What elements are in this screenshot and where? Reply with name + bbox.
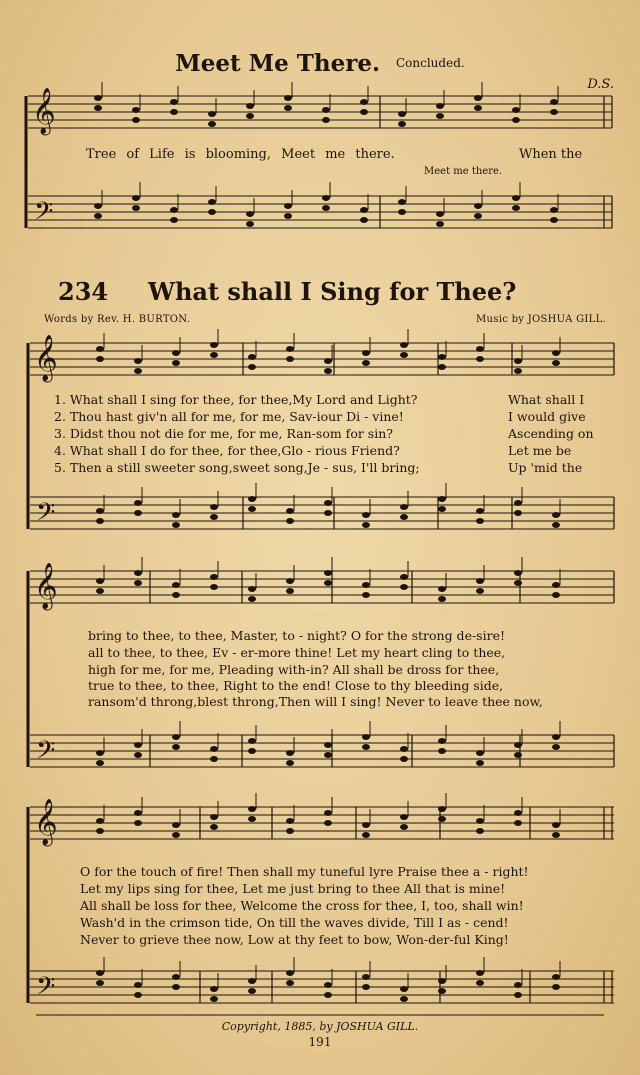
- note-head: [248, 354, 256, 360]
- note-head: [208, 209, 216, 215]
- note-head: [400, 584, 408, 590]
- note-head: [96, 828, 104, 834]
- note-head: [362, 582, 370, 588]
- note-head: [246, 103, 254, 109]
- note-head: [96, 970, 104, 976]
- note-head: [360, 207, 368, 213]
- note-head: [476, 828, 484, 834]
- note-head: [134, 810, 142, 816]
- note-head: [208, 111, 216, 117]
- note-head: [476, 980, 484, 986]
- copyright-notice: Copyright, 1885, by JOSHUA GILL.: [221, 1020, 419, 1033]
- note-head: [362, 822, 370, 828]
- note-head: [474, 203, 482, 209]
- note-head: [398, 121, 406, 127]
- note-head: [324, 510, 332, 516]
- note-head: [400, 824, 408, 830]
- note-head: [438, 596, 446, 602]
- note-head: [134, 500, 142, 506]
- note-head: [210, 986, 218, 992]
- note-head: [474, 105, 482, 111]
- verse-line: 2. Thou hast giv'n all for me, for me, Sav-iour Di - vine!: [54, 409, 404, 424]
- note-head: [436, 221, 444, 227]
- note-head: [550, 207, 558, 213]
- note-head: [96, 980, 104, 986]
- note-head: [286, 980, 294, 986]
- verse-line: Let my lips sing for thee, Let me just bring to thee All that is mine!: [80, 881, 506, 896]
- note-head: [210, 342, 218, 348]
- note-head: [248, 596, 256, 602]
- treble-clef: 𝄞: [34, 799, 58, 845]
- note-head: [476, 588, 484, 594]
- note-head: [134, 820, 142, 826]
- treble-clef: 𝄞: [32, 88, 56, 134]
- note-head: [286, 356, 294, 362]
- note-head: [552, 974, 560, 980]
- note-head: [438, 354, 446, 360]
- note-head: [552, 832, 560, 838]
- note-head: [362, 350, 370, 356]
- note-head: [132, 195, 140, 201]
- note-head: [134, 992, 142, 998]
- page-number: 191: [308, 1035, 332, 1049]
- note-head: [514, 368, 522, 374]
- note-head: [512, 107, 520, 113]
- note-head: [286, 508, 294, 514]
- note-head: [172, 984, 180, 990]
- verse-line: 3. Didst thou not die for me, for me, Ran-som for sin?: [54, 426, 393, 441]
- note-head: [322, 205, 330, 211]
- note-head: [400, 986, 408, 992]
- note-head: [512, 205, 520, 211]
- verse-line: high for me, for me, Pleading with-in? All shall be dross for thee,: [88, 662, 500, 677]
- note-head: [172, 350, 180, 356]
- note-head: [514, 992, 522, 998]
- echo-lyric: Meet me there.: [424, 166, 503, 177]
- note-head: [438, 988, 446, 994]
- note-head: [512, 117, 520, 123]
- note-head: [172, 734, 180, 740]
- note-head: [170, 207, 178, 213]
- note-head: [134, 580, 142, 586]
- note-head: [324, 752, 332, 758]
- bass-clef: 𝄢: [36, 972, 56, 1007]
- note-head: [438, 816, 446, 822]
- note-head: [324, 820, 332, 826]
- note-head: [324, 982, 332, 988]
- note-head: [514, 820, 522, 826]
- note-head: [324, 358, 332, 364]
- note-head: [96, 346, 104, 352]
- lyric-line-end: When the: [519, 147, 583, 162]
- verse-line: O for the touch of fire! Then shall my tuneful lyre Praise thee a - right!: [80, 864, 529, 879]
- note-head: [324, 810, 332, 816]
- note-head: [134, 982, 142, 988]
- note-head: [284, 95, 292, 101]
- note-head: [286, 970, 294, 976]
- note-head: [552, 582, 560, 588]
- note-head: [400, 504, 408, 510]
- note-head: [248, 496, 256, 502]
- note-head: [134, 570, 142, 576]
- note-head: [362, 522, 370, 528]
- note-head: [134, 368, 142, 374]
- note-head: [438, 748, 446, 754]
- note-head: [172, 974, 180, 980]
- note-head: [208, 121, 216, 127]
- note-head: [210, 352, 218, 358]
- note-head: [362, 974, 370, 980]
- note-head: [172, 592, 180, 598]
- note-head: [550, 99, 558, 105]
- note-head: [360, 217, 368, 223]
- note-head: [132, 107, 140, 113]
- words-credit: Words by Rev. H. BURTON.: [44, 314, 191, 325]
- note-head: [476, 760, 484, 766]
- note-head: [552, 512, 560, 518]
- note-head: [248, 586, 256, 592]
- note-head: [362, 744, 370, 750]
- note-head: [476, 578, 484, 584]
- note-head: [400, 352, 408, 358]
- note-head: [134, 752, 142, 758]
- note-head: [246, 211, 254, 217]
- note-head: [286, 518, 294, 524]
- note-head: [96, 508, 104, 514]
- note-head: [552, 734, 560, 740]
- note-head: [324, 500, 332, 506]
- music-credit: Music by JOSHUA GILL.: [475, 314, 606, 325]
- note-head: [210, 574, 218, 580]
- note-head: [322, 195, 330, 201]
- note-head: [96, 818, 104, 824]
- note-head: [362, 592, 370, 598]
- note-head: [94, 105, 102, 111]
- note-head: [514, 982, 522, 988]
- note-head: [514, 358, 522, 364]
- note-head: [208, 199, 216, 205]
- note-head: [172, 744, 180, 750]
- note-head: [210, 814, 218, 820]
- note-head: [398, 209, 406, 215]
- note-head: [284, 213, 292, 219]
- treble-clef: 𝄞: [34, 335, 58, 381]
- note-head: [514, 500, 522, 506]
- note-head: [96, 750, 104, 756]
- note-head: [172, 360, 180, 366]
- note-head: [438, 738, 446, 744]
- dal-segno-mark: D.S.: [587, 77, 614, 92]
- note-head: [170, 217, 178, 223]
- note-head: [248, 816, 256, 822]
- note-head: [94, 95, 102, 101]
- note-head: [286, 588, 294, 594]
- note-head: [362, 832, 370, 838]
- note-head: [286, 828, 294, 834]
- note-head: [248, 748, 256, 754]
- bass-clef: 𝄢: [36, 736, 56, 771]
- note-head: [248, 978, 256, 984]
- note-head: [324, 992, 332, 998]
- note-head: [438, 978, 446, 984]
- verse-line: ransom'd throng,blest throng,Then will I sing! Never to leave thee now,: [88, 694, 543, 709]
- verse-line: true to thee, to thee, Right to the end! Close to thy bleeding side,: [88, 678, 504, 693]
- note-head: [96, 760, 104, 766]
- note-head: [512, 195, 520, 201]
- note-head: [170, 109, 178, 115]
- note-head: [94, 213, 102, 219]
- lyric-line: Tree of Life is blooming, Meet me there.: [86, 147, 395, 162]
- verse-line: Never to grieve thee now, Low at thy feet to bow, Won-der-ful King!: [80, 932, 509, 947]
- note-head: [322, 107, 330, 113]
- note-head: [476, 970, 484, 976]
- verse-line: bring to thee, to thee, Master, to - night? O for the strong de-sire!: [88, 628, 505, 643]
- note-head: [552, 522, 560, 528]
- note-head: [324, 742, 332, 748]
- note-head: [514, 510, 522, 516]
- note-head: [248, 364, 256, 370]
- note-head: [94, 203, 102, 209]
- note-head: [438, 586, 446, 592]
- note-head: [398, 199, 406, 205]
- verse-line-end: Up 'mid the: [508, 460, 583, 475]
- note-head: [210, 746, 218, 752]
- note-head: [476, 356, 484, 362]
- note-head: [400, 814, 408, 820]
- note-head: [514, 810, 522, 816]
- concluded-label: Concluded.: [395, 56, 465, 70]
- note-head: [552, 360, 560, 366]
- note-head: [248, 506, 256, 512]
- note-head: [132, 205, 140, 211]
- note-head: [476, 508, 484, 514]
- note-head: [400, 996, 408, 1002]
- note-head: [476, 518, 484, 524]
- note-head: [436, 211, 444, 217]
- note-head: [400, 342, 408, 348]
- note-head: [210, 514, 218, 520]
- note-head: [172, 832, 180, 838]
- note-head: [172, 512, 180, 518]
- note-head: [438, 806, 446, 812]
- note-head: [362, 734, 370, 740]
- note-head: [476, 346, 484, 352]
- note-head: [284, 203, 292, 209]
- verse-line-end: I would give: [508, 409, 586, 424]
- note-head: [552, 592, 560, 598]
- note-head: [360, 99, 368, 105]
- bass-clef: 𝄢: [34, 197, 54, 232]
- verse-line: 5. Then a still sweeter song,sweet song,Je - sus, I'll bring;: [54, 460, 420, 475]
- note-head: [552, 822, 560, 828]
- note-head: [324, 368, 332, 374]
- note-head: [514, 742, 522, 748]
- note-head: [132, 117, 140, 123]
- verse-line: All shall be loss for thee, Welcome the cross for thee, I, too, shall win!: [80, 898, 524, 913]
- note-head: [248, 988, 256, 994]
- note-head: [322, 117, 330, 123]
- treble-clef: 𝄞: [34, 563, 58, 609]
- song-title-meet-me-there: Meet Me There. Concluded.: [175, 50, 465, 77]
- note-head: [362, 984, 370, 990]
- note-head: [438, 364, 446, 370]
- note-head: [550, 217, 558, 223]
- note-head: [210, 996, 218, 1002]
- note-head: [286, 750, 294, 756]
- note-head: [172, 522, 180, 528]
- note-head: [400, 746, 408, 752]
- hymn-title: What shall I Sing for Thee?: [148, 277, 517, 306]
- verse-line-end: Let me be: [508, 443, 572, 458]
- note-head: [96, 588, 104, 594]
- note-head: [436, 113, 444, 119]
- note-head: [210, 584, 218, 590]
- bass-clef: 𝄢: [36, 498, 56, 533]
- note-head: [400, 574, 408, 580]
- verse-line: 1. What shall I sing for thee, for thee,My Lord and Light?: [54, 392, 418, 407]
- note-head: [172, 582, 180, 588]
- note-head: [324, 570, 332, 576]
- note-head: [284, 105, 292, 111]
- verse-line: Wash'd in the crimson tide, On till the waves divide, Till I as - cend!: [80, 915, 509, 930]
- note-head: [210, 824, 218, 830]
- note-head: [96, 518, 104, 524]
- note-head: [476, 818, 484, 824]
- note-head: [400, 756, 408, 762]
- note-head: [286, 346, 294, 352]
- note-head: [324, 580, 332, 586]
- note-head: [436, 103, 444, 109]
- note-head: [246, 221, 254, 227]
- note-head: [552, 744, 560, 750]
- verse-line: 4. What shall I do for thee, for thee,Glo - rious Friend?: [54, 443, 400, 458]
- verse-line: all to thee, to thee, Ev - er-more thine! Let my heart cling to thee,: [88, 645, 506, 660]
- note-head: [286, 818, 294, 824]
- note-head: [134, 742, 142, 748]
- note-head: [400, 514, 408, 520]
- note-head: [474, 95, 482, 101]
- note-head: [286, 578, 294, 584]
- note-head: [476, 750, 484, 756]
- note-head: [96, 578, 104, 584]
- note-head: [172, 822, 180, 828]
- note-head: [362, 512, 370, 518]
- note-head: [552, 350, 560, 356]
- note-head: [438, 506, 446, 512]
- note-head: [360, 109, 368, 115]
- note-head: [514, 752, 522, 758]
- note-head: [514, 580, 522, 586]
- note-head: [248, 738, 256, 744]
- verse-line-end: Ascending on: [508, 426, 594, 441]
- note-head: [170, 99, 178, 105]
- note-head: [552, 984, 560, 990]
- note-head: [134, 358, 142, 364]
- verse-line-end: What shall I: [508, 392, 585, 407]
- note-head: [398, 111, 406, 117]
- note-head: [474, 213, 482, 219]
- note-head: [210, 756, 218, 762]
- note-head: [362, 360, 370, 366]
- note-head: [96, 356, 104, 362]
- note-head: [286, 760, 294, 766]
- note-head: [210, 504, 218, 510]
- note-head: [248, 806, 256, 812]
- note-head: [246, 113, 254, 119]
- note-head: [550, 109, 558, 115]
- note-head: [438, 496, 446, 502]
- hymn-number: 234: [58, 277, 109, 306]
- note-head: [514, 570, 522, 576]
- note-head: [134, 510, 142, 516]
